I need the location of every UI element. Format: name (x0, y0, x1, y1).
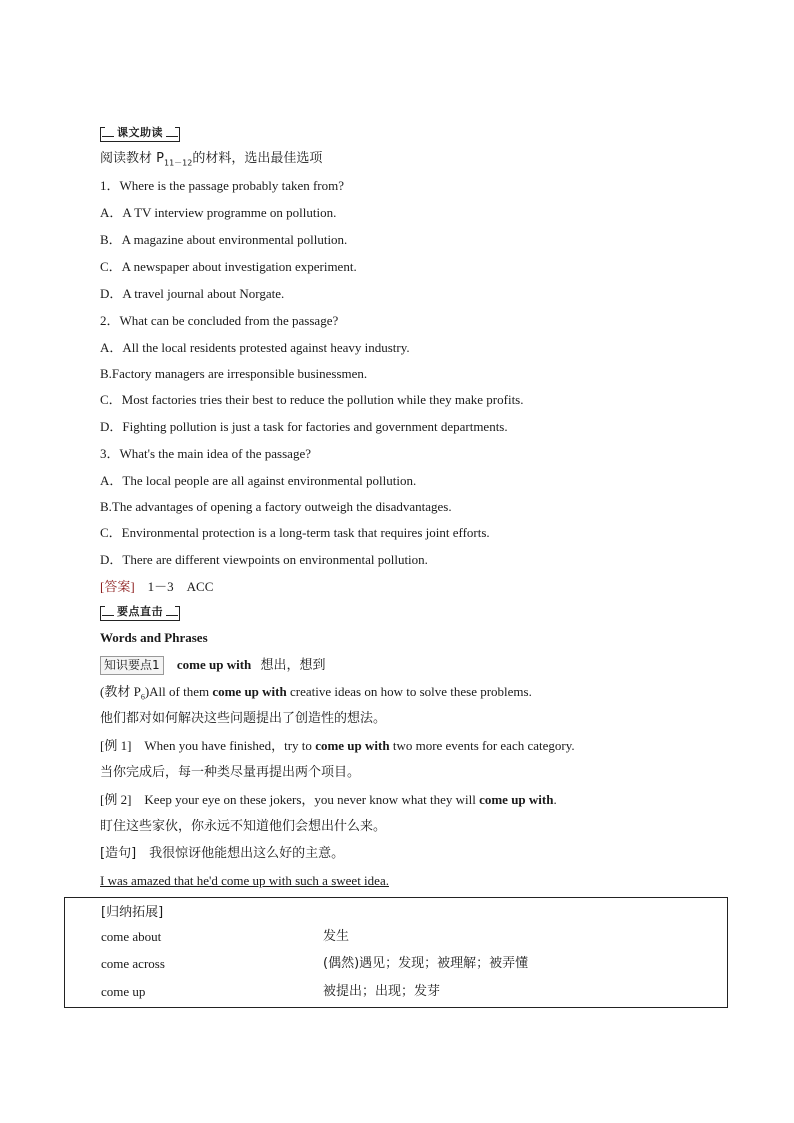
question-1: 1．Where is the passage probably taken from? (100, 178, 345, 193)
phrase: come up with (176, 657, 252, 672)
example-2-zh: 盯住这些家伙，你永远不知道他们会想出什么来。 (100, 819, 387, 834)
summary-row: come up 被提出；出现；发芽 (101, 984, 441, 999)
section-title-points: 要点直击 (100, 604, 180, 620)
reading-intro: 阅读教材 $P_{11-12}$的材料，选出最佳选项 (100, 151, 323, 168)
textbook-example: (教材 $P_6)All$ of them come up with creative ideas on how to solve these problems. (100, 684, 532, 702)
option-1d: D．A travel journal about Norgate. (100, 286, 285, 301)
option-1c: C．A newspaper about investigation experiment. (100, 259, 357, 274)
summary-box (64, 897, 728, 1008)
points-title-row (100, 600, 740, 624)
question-2: 2．What can be concluded from the passage? (100, 313, 339, 328)
knowledge-point-row (100, 651, 740, 678)
words-phrases-heading: Words and Phrases (100, 630, 208, 645)
answer-row (100, 573, 740, 600)
summary-row: come about 发生 (101, 929, 350, 944)
option-1b: B．A magazine about environmental pollution. (100, 232, 348, 247)
make-sentence-answer: I was amazed that he'd come up with such a sweet idea. (100, 873, 389, 888)
textbook-example-zh: 他们都对如何解决这些问题提出了创造性的想法。 (100, 711, 387, 726)
phrase-meaning: 想出，想到 (260, 658, 326, 673)
make-sentence-prompt: [造句] 我很惊讶他能想出这么好的主意。 (100, 846, 345, 861)
option-2c: C．Most factories tries their best to reduce the pollution while they make profits. (100, 392, 524, 407)
reading-title-row (100, 121, 740, 145)
option-1a: A．A TV interview programme on pollution. (100, 205, 337, 220)
option-2b: B.Factory managers are irresponsible businessmen. (100, 366, 368, 381)
option-2a: A．All the local residents protested against heavy industry. (100, 340, 410, 355)
option-3a: A．The local people are all against environmental pollution. (100, 473, 417, 488)
option-3d: D．There are different viewpoints on environmental pollution. (100, 552, 428, 567)
summary-row: come across (偶然)遇见；发现；被理解；被弄懂 (101, 956, 529, 971)
main-content (100, 121, 740, 894)
option-3c: C．Environmental protection is a long-term task that requires joint efforts. (100, 525, 490, 540)
example-2: [例 2] Keep your eye on these jokers，you never know what they will come up with. (100, 792, 557, 807)
option-3b: B.The advantages of opening a factory outweigh the disadvantages. (100, 499, 452, 514)
option-2d: D．Fighting pollution is just a task for factories and government departments. (100, 419, 508, 434)
knowledge-point-tag: 知识要点1 (100, 656, 164, 675)
answer-tag: [答案] (100, 579, 135, 594)
question-3: 3．What's the main idea of the passage? (100, 446, 311, 461)
example-1-zh: 当你完成后，每一种类尽量再提出两个项目。 (100, 765, 361, 780)
answer-text: 1－3 ACC (134, 579, 214, 594)
summary-title: [归纳拓展] (101, 905, 164, 920)
example-1: [例 1] When you have finished，try to come up with two more events for each category. (100, 738, 575, 753)
section-title-reading: 课文助读 (100, 125, 180, 141)
